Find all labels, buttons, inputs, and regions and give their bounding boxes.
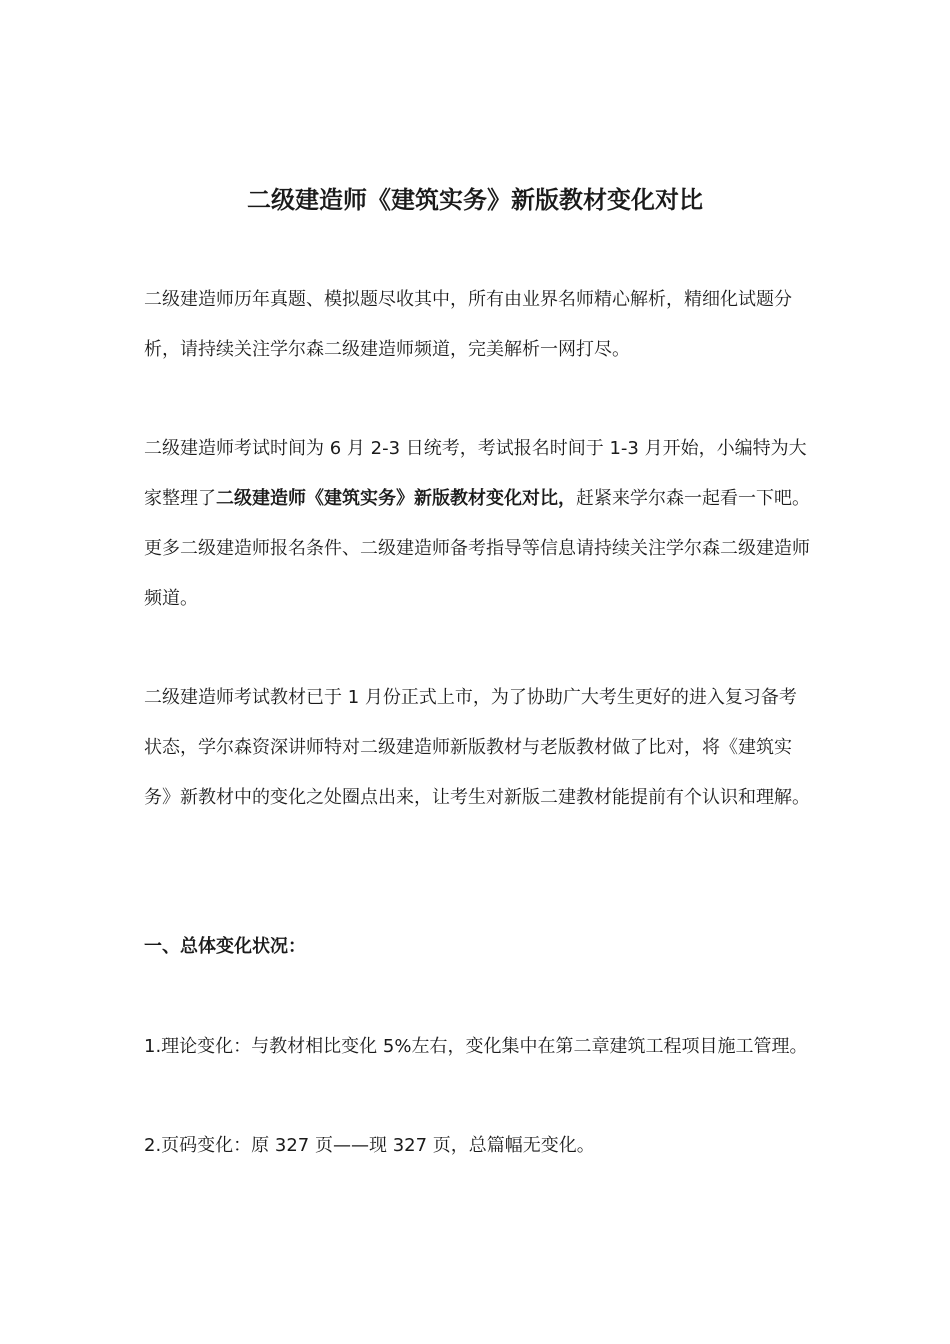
list-item: 2.页码变化：原 327 页——现 327 页，总篇幅无变化。 — [144, 1135, 595, 1156]
intro-paragraph: 二级建造师历年真题、模拟题尽收其中，所有由业界名师精心解析，精细化试题分析，请持续关注学尔森二级建造师频道，完美解析一网打尽。 — [144, 289, 792, 360]
textbook-info-paragraph: 二级建造师考试教材已于 1 月份正式上市，为了协助广大考生更好的进入复习备考状态，学尔森资深讲师特对二级建造师新版教材与老版教材做了比对，将《建筑实务》新教材中的变化之处圈点出来，让考生对新版二建教材能提前有个认识和理解。 — [144, 687, 810, 808]
exam-info-text-after: 赶紧来学尔森一起看一下吧。更多二级建造师报名条件、二级建造师备考指导等信息请持续关注学尔森二级建造师频道。 — [144, 488, 810, 609]
exam-info-bold-text: 二级建造师《建筑实务》新版教材变化对比， — [216, 488, 576, 509]
page-title: 二级建造师《建筑实务》新版教材变化对比 — [247, 186, 703, 214]
exam-info-text-before: 二级建造师考试时间为 6 月 2-3 日统考，考试报名时间于 1-3 月开始，小编特为大家整理了 — [144, 438, 807, 509]
list-item: 1.理论变化：与教材相比变化 5%左右，变化集中在第二章建筑工程项目施工管理。 — [144, 1036, 808, 1057]
exam-info-paragraph — [144, 424, 810, 624]
section-heading: 一、总体变化状况： — [144, 936, 306, 957]
